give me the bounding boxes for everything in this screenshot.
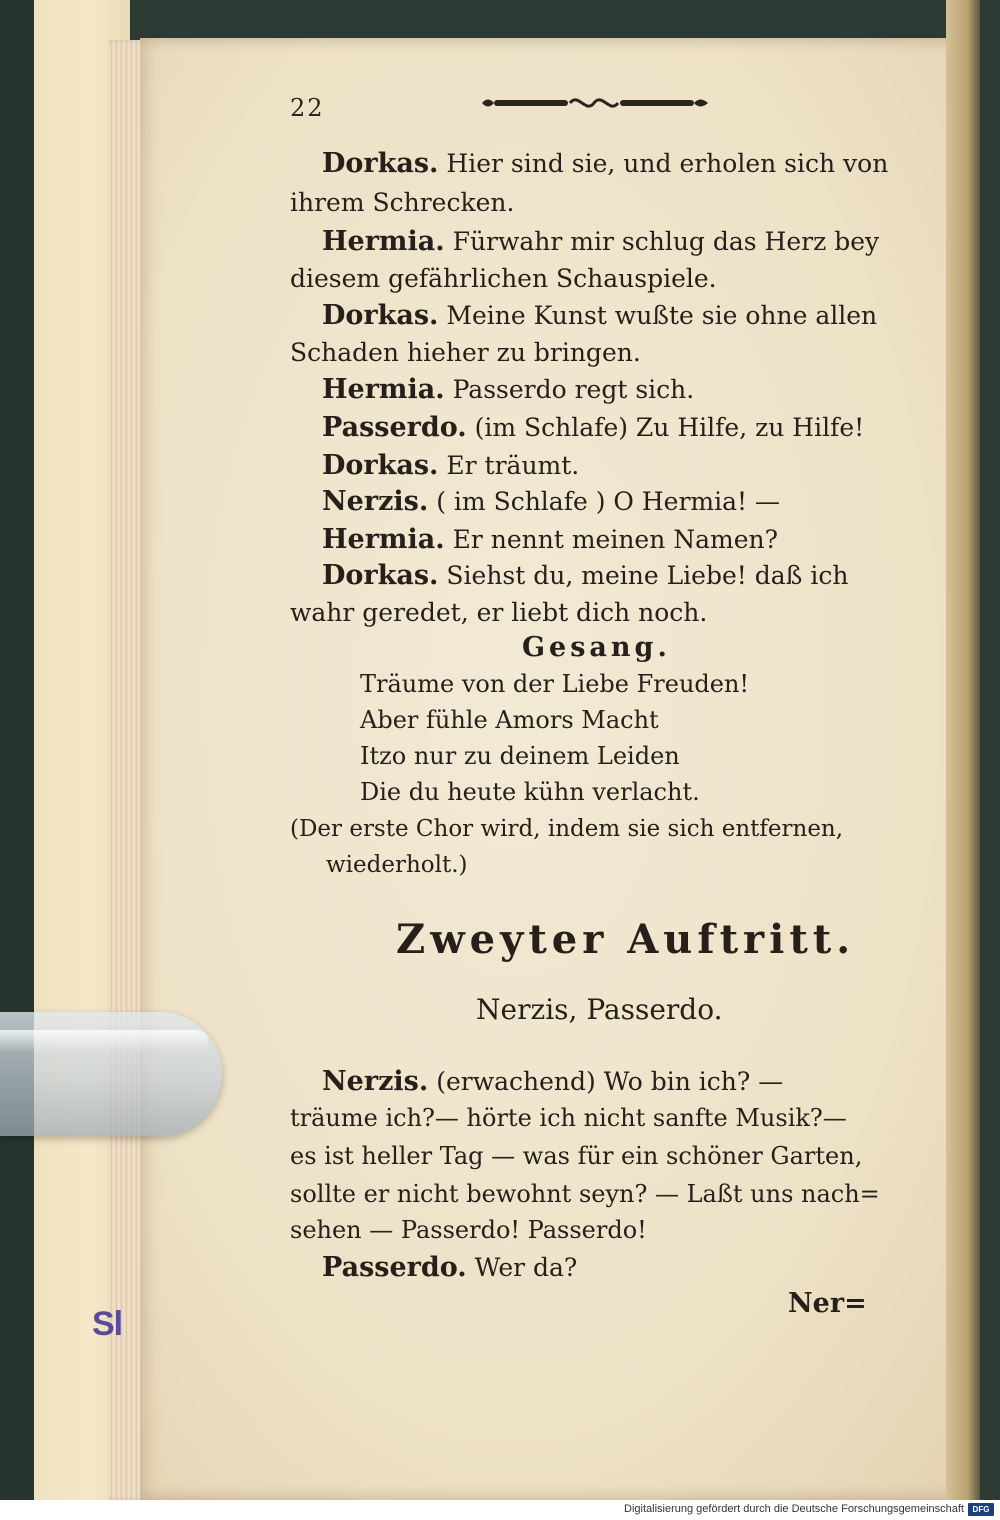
dialogue-line [290, 1106, 847, 1130]
dialogue-line [322, 1254, 577, 1281]
library-stamp: Sl [92, 1305, 123, 1343]
speaker-name: Passerdo. [322, 412, 467, 443]
line-text: ihrem Schrecken. [290, 188, 515, 217]
speaker-name: Passerdo. [322, 1252, 467, 1283]
dialogue-line [322, 488, 780, 515]
dialogue-line [322, 526, 778, 553]
catchword: Ner= [788, 1288, 867, 1319]
line-text: Er träumt. [446, 451, 580, 480]
page-holder-highlight [0, 1030, 208, 1052]
scene-title: Zweyter Auftritt. [396, 916, 856, 963]
scan-background-right [980, 0, 1000, 1500]
line-text: Hier sind sie, und erholen sich von [446, 149, 889, 178]
dialogue-line [322, 562, 848, 589]
line-text: Er nennt meinen Namen? [452, 525, 779, 554]
dialogue-line [290, 1144, 862, 1168]
dialogue-line [322, 376, 694, 403]
line-text: träume ich?— hörte ich nicht sanfte Musik?— [290, 1104, 847, 1132]
line-text: Meine Kunst wußte sie ohne allen [446, 301, 878, 330]
line-text: (im Schlafe) Zu Hilfe, zu Hilfe! [474, 413, 865, 442]
song-heading: Gesang. [522, 632, 671, 663]
page-number: 22 [290, 94, 325, 122]
stage-direction: (Der erste Chor wird, indem sie sich entfernen, [290, 816, 844, 842]
speaker-name: Nerzis. [322, 486, 429, 517]
line-text: es ist heller Tag — was für ein schöner Garten, [290, 1142, 863, 1170]
dialogue-line [290, 1182, 880, 1206]
line-text: sehen — Passerdo! Passerdo! [290, 1216, 647, 1244]
digitization-credit: Digitalisierung gefördert durch die Deutsche Forschungsgemeinschaft [624, 1503, 964, 1515]
speaker-name: Hermia. [322, 374, 445, 405]
speaker-name: Dorkas. [322, 300, 439, 331]
dialogue-line [322, 150, 888, 177]
dialogue-line [322, 414, 864, 441]
speaker-name: Dorkas. [322, 148, 439, 179]
line-text: ( im Schlafe ) O Hermia! — [436, 487, 780, 516]
line-text: Siehst du, meine Liebe! daß ich [446, 561, 849, 590]
dialogue-line [322, 228, 879, 255]
line-text: Fürwahr mir schlug das Herz bey [452, 227, 880, 256]
scene-cast: Nerzis, Passerdo. [476, 993, 723, 1026]
dialogue-line [290, 1218, 647, 1242]
speaker-name: Dorkas. [322, 450, 439, 481]
speaker-name: Hermia. [322, 226, 445, 257]
line-text: Passerdo regt sich. [452, 375, 695, 404]
line-text: (erwachend) Wo bin ich? — [436, 1067, 784, 1096]
speaker-name: Nerzis. [322, 1066, 429, 1097]
dialogue-line [322, 1068, 783, 1095]
dialogue-line [290, 190, 514, 215]
line-text: diesem gefährlichen Schauspiele. [290, 264, 717, 293]
dialogue-line [322, 302, 877, 329]
dialogue-line [290, 600, 707, 625]
line-text: Schaden hieher zu bringen. [290, 338, 641, 367]
song-verse: Träume von der Liebe Freuden! [360, 670, 750, 698]
line-text: Wer da? [474, 1253, 578, 1282]
line-text: sollte er nicht bewohnt seyn? — Laßt uns nach= [290, 1180, 880, 1208]
song-verse: Aber fühle Amors Macht [360, 706, 659, 734]
header-ornament-icon [478, 92, 712, 114]
dialogue-line [290, 340, 641, 365]
dialogue-line [322, 452, 579, 479]
stage-direction: wiederholt.) [326, 852, 468, 878]
book-gutter [946, 0, 982, 1500]
song-verse: Itzo nur zu deinem Leiden [360, 742, 680, 770]
line-text: wahr geredet, er liebt dich noch. [290, 598, 708, 627]
speaker-name: Dorkas. [322, 560, 439, 591]
dialogue-line [290, 266, 717, 291]
speaker-name: Hermia. [322, 524, 445, 555]
song-verse: Die du heute kühn verlacht. [360, 778, 700, 806]
dfg-logo-icon: DFG [968, 1503, 994, 1516]
